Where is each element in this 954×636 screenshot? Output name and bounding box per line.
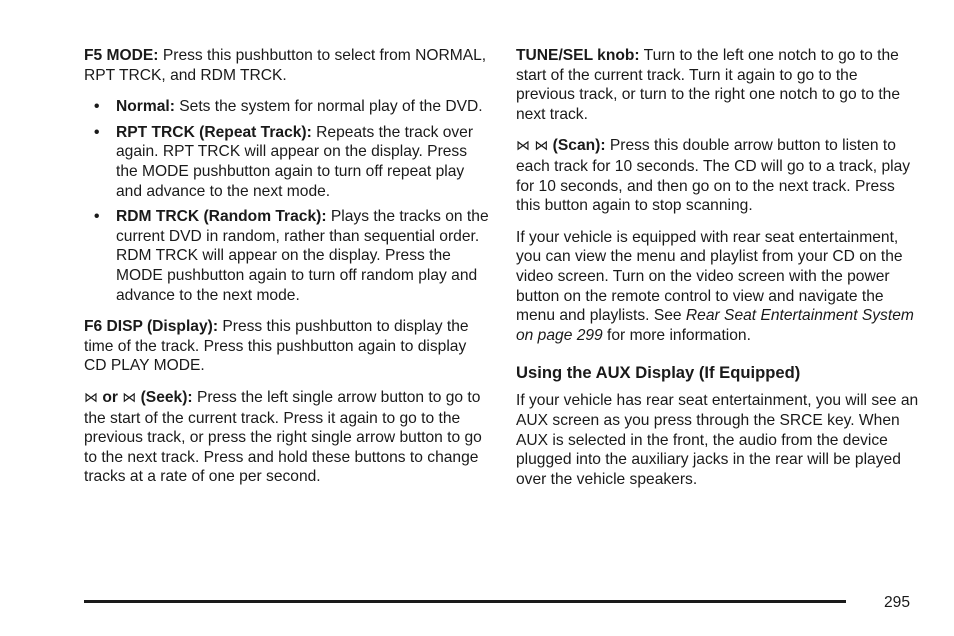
scan-term: (Scan): xyxy=(548,137,606,155)
bullet-icon: • xyxy=(94,98,100,116)
mode-bullet-list xyxy=(84,97,492,305)
bullet-icon: • xyxy=(94,208,100,226)
rse-paragraph xyxy=(516,228,920,346)
rse-text-before: If your vehicle is equipped with rear seat entertainment, you can view the menu and playlist from your CD on the video screen. Turn on the video screen with the power button on the remote control to view and navigate the menu and playlists. See xyxy=(516,228,903,325)
f5-mode-term: F5 MODE: xyxy=(84,47,159,64)
aux-paragraph: If your vehicle has rear seat entertainment, you will see an AUX screen as you press through the SRCE key. When AUX is selected in the front, the audio from the device plugged into the auxiliary jacks in the rear will be played over the vehicle speakers. xyxy=(516,392,919,488)
scan-back-icon: ⋈ xyxy=(516,138,530,155)
f6-disp-term: F6 DISP (Display): xyxy=(84,318,219,336)
seek-text: Press the left single arrow button to go to the start of the current track. Press it again to go to the previous track, or press the right single arrow button to go to the next track. Press and hold these buttons to change tracks at a rate of one per second. xyxy=(84,388,482,486)
aux-heading: Using the AUX Display (If Equipped) xyxy=(516,363,801,383)
f6-disp-text: Press this pushbutton to display the time of the track. Press this pushbutton again to display CD PLAY MODE. xyxy=(84,318,469,375)
page-number: 295 xyxy=(884,594,911,611)
footer-divider xyxy=(84,600,846,603)
seek-or: or xyxy=(98,388,123,406)
bullet-text: Plays the tracks on the current DVD in random, rather than sequential order. RDM TRCK will appear on the display. Press the MODE pushbutton again to turn off random play and advance to the next mode. xyxy=(116,208,489,304)
seek-forward-icon: ⋈ xyxy=(122,389,137,406)
f6-disp-paragraph xyxy=(84,317,492,376)
seek-back-icon: ⋈ xyxy=(84,389,98,406)
bullet-term: Normal: xyxy=(116,98,175,116)
scan-text: Press this double arrow button to listen to each track for 10 seconds. The CD will go to a track, play for 10 seconds, and then go on to the next track. Press this button again to stop scanning. xyxy=(516,137,911,215)
seek-paragraph xyxy=(84,388,492,487)
tune-sel-text: Turn to the left one notch to go to the start of the current track. Turn it again to go to the previous track, or turn to the right one notch to go to the next track. xyxy=(516,47,901,123)
bullet-term: RDM TRCK (Random Track): xyxy=(116,208,327,226)
tune-sel-term: TUNE/SEL knob: xyxy=(516,47,640,64)
scan-forward-icon: ⋈ xyxy=(534,138,549,155)
rse-reference-link[interactable]: Rear Seat Entertainment System on page 299 xyxy=(516,307,914,344)
bullet-text: Sets the system for normal play of the DVD. xyxy=(174,98,483,116)
rse-text-after: for more information. xyxy=(602,326,751,344)
bullet-text: Repeats the track over again. RPT TRCK will appear on the display. Press the MODE pushbutton again to turn off repeat play and advance to the next mode. xyxy=(116,123,474,200)
list-item xyxy=(84,123,492,201)
left-column xyxy=(84,46,492,499)
right-column xyxy=(516,46,920,501)
bullet-term: RPT TRCK (Repeat Track): xyxy=(116,123,312,141)
seek-term: (Seek): xyxy=(136,388,193,406)
list-item xyxy=(84,207,492,305)
scan-paragraph xyxy=(516,136,920,215)
list-item xyxy=(84,97,492,117)
tune-sel-paragraph xyxy=(516,46,920,124)
bullet-icon: • xyxy=(94,123,100,141)
f5-mode-text: Press this pushbutton to select from NORMAL, RPT TRCK, and RDM TRCK. xyxy=(84,47,487,84)
f5-mode-paragraph xyxy=(84,46,492,85)
